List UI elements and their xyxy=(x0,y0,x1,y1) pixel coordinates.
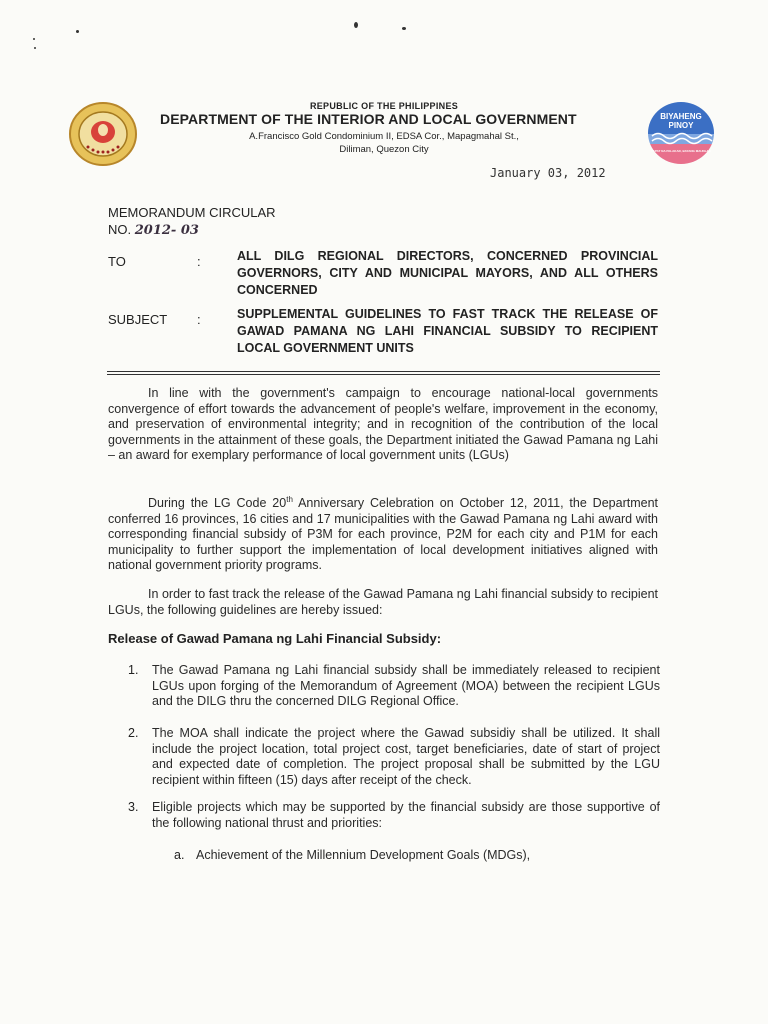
list-item-number: 2. xyxy=(128,726,139,740)
address-line-2: Diliman, Quezon City xyxy=(339,144,429,155)
logo-text-biyaheng: BIYAHENG xyxy=(660,112,702,121)
logo-text-pinoy: PINOY xyxy=(668,121,694,130)
paragraph-guidelines-intro xyxy=(108,587,658,618)
to-label: TO xyxy=(108,254,126,269)
memo-title: MEMORANDUM CIRCULAR xyxy=(108,205,276,220)
scan-mark xyxy=(76,30,79,33)
scan-mark xyxy=(33,38,35,40)
biyaheng-pinoy-logo-icon xyxy=(646,100,716,166)
divider-line xyxy=(107,371,660,372)
sub-item-text: Achievement of the Millennium Development Goals (MDGs), xyxy=(196,848,531,862)
subject-text: SUPPLEMENTAL GUIDELINES TO FAST TRACK THE RELEASE OF GAWAD PAMANA NG LAHI FINANCIAL SUBSIDY TO RECIPIENT LOCAL GOVERNMENT UNITS xyxy=(237,307,658,355)
paragraph-intro xyxy=(108,386,658,464)
section-heading: Release of Gawad Pamana ng Lahi Financial Subsidy: xyxy=(108,631,442,646)
republic-heading: REPUBLIC OF THE PHILIPPINES xyxy=(309,101,459,111)
list-item-text: Eligible projects which may be supported by the financial subsidy are those supportive of the following national thrust and priorities: xyxy=(152,800,660,830)
list-item-number: 3. xyxy=(128,800,139,814)
subject-label: SUBJECT xyxy=(108,312,168,327)
to-recipients: ALL DILG REGIONAL DIRECTORS, CONCERNED PROVINCIAL GOVERNORS, CITY AND MUNICIPAL MAYORS, AND ALL OTHERS CONCERNED xyxy=(237,249,658,297)
scan-mark xyxy=(354,22,358,28)
paragraph-anniversary-text-a: During the LG Code 20 xyxy=(148,496,287,510)
paragraph-guidelines-text: In order to fast track the release of the Gawad Pamana ng Lahi financial subsidy to recipient LGUs, the following guidelines are hereby issued: xyxy=(108,587,658,617)
list-item-text: The Gawad Pamana ng Lahi financial subsidy shall be immediately released to recipient LGUs upon forging of the Memorandum of Agreement (MOA) between the recipient LGUs and the DILG thru the concerned DILG Regional Office. xyxy=(152,663,660,708)
sub-item-letter: a. xyxy=(174,848,185,862)
logo-text-motto: TAPAT NA PALAKAD, BAYANG MAUNLAD xyxy=(651,149,711,153)
memo-number-handwritten: 2012- 03 xyxy=(134,223,199,238)
list-item-number: 1. xyxy=(128,663,139,677)
subject-colon: : xyxy=(197,312,201,327)
memo-number-prefix: NO. xyxy=(108,222,132,237)
scan-mark xyxy=(34,47,36,49)
to-colon: : xyxy=(197,254,201,269)
date-stamp: January 03, 2012 xyxy=(490,166,606,180)
paragraph-anniversary xyxy=(108,496,658,574)
paragraph-anniversary-text-b: Anniversary Celebration on October 12, 2011, the Department conferred 16 provinces, 16 cities and 17 municipalities with the Gawad Pamana ng Lahi award with corresponding financial subsidy of P3M for each province, P2M for each city and P1M for each municipality to further support the implementation of local development initiatives aligned with national government priority programs. xyxy=(108,496,658,572)
superscript-th: th xyxy=(286,494,293,504)
divider-line xyxy=(107,374,660,375)
scan-mark xyxy=(402,27,406,30)
paragraph-intro-text: In line with the government's campaign to encourage national-local governments convergence of effort towards the advancement of people's welfare, improvement in the economy, and preservation of environmental integrity; and in recognition of the contribution of the local governments in the attainment of these goals, the Department initiated the Gawad Pamana ng Lahi – an award for exemplary performance of local government units (LGUs) xyxy=(108,386,658,462)
department-name: DEPARTMENT OF THE INTERIOR AND LOCAL GOVERNMENT xyxy=(160,111,577,127)
memo-number xyxy=(108,222,199,238)
list-item-text: The MOA shall indicate the project where the Gawad subsidiy shall be utilized. It shall include the project location, total project cost, target beneficiaries, date of start of project and expected date of completion. The project proposal shall be submitted by the LGU recipient within fifteen (15) days after receipt of the check. xyxy=(152,726,660,787)
address-line-1: A.Francisco Gold Condominium II, EDSA Cor., Mapagmahal St., xyxy=(249,131,519,142)
